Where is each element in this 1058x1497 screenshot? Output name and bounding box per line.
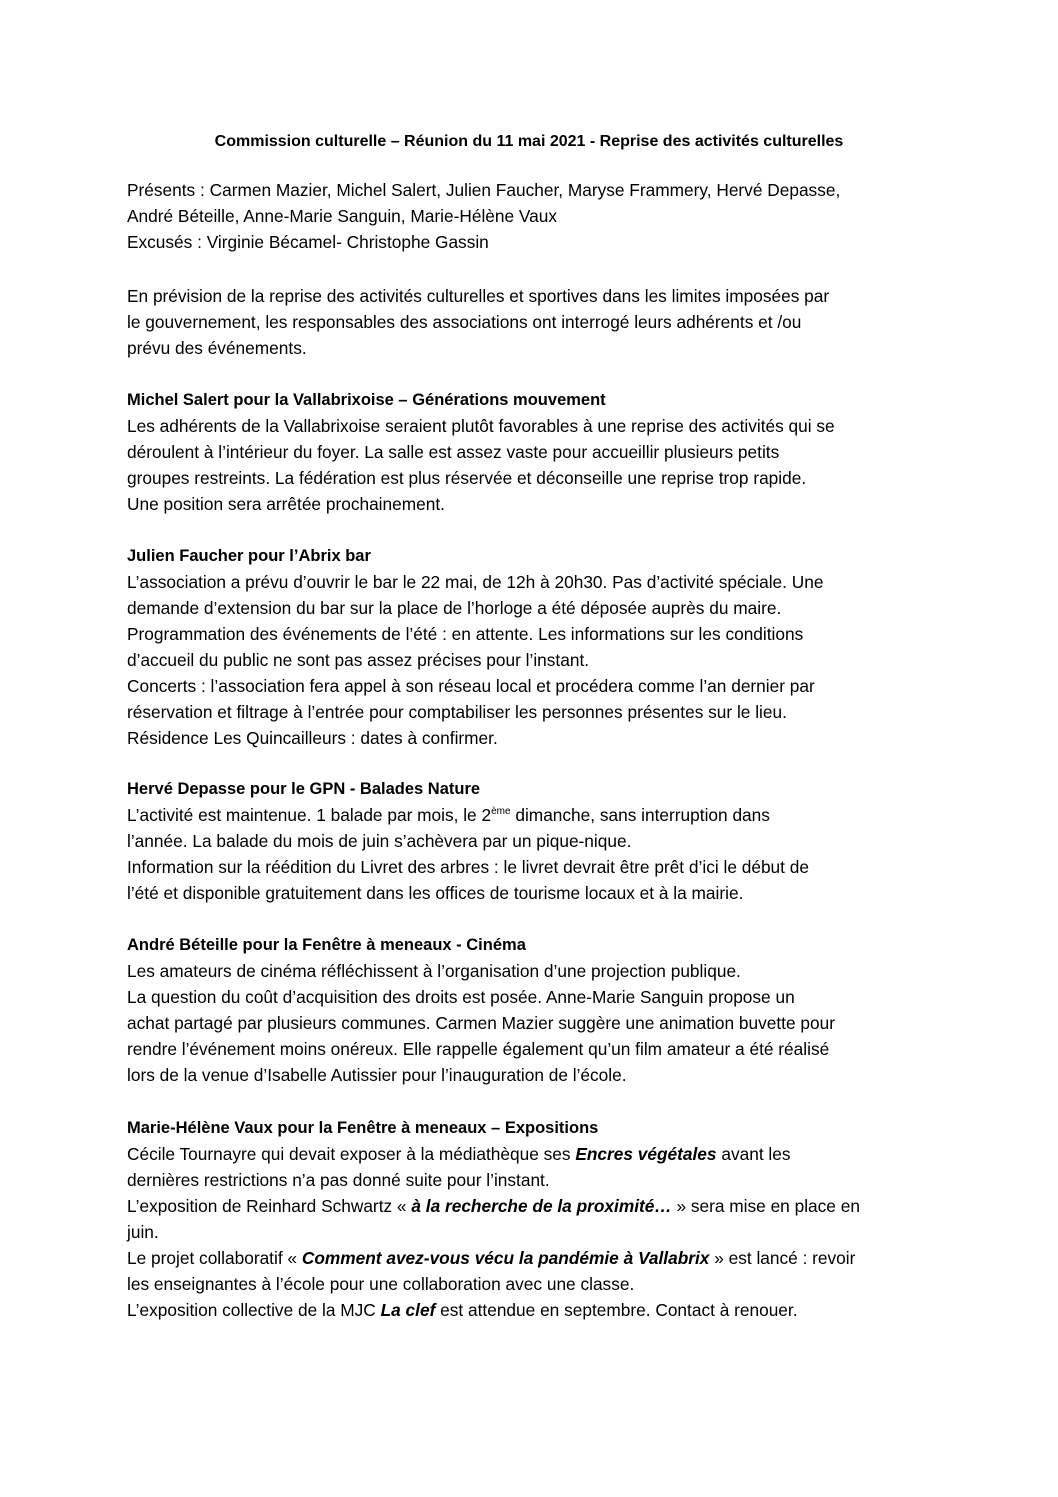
present-line: André Béteille, Anne-Marie Sanguin, Marie-Hélène Vaux xyxy=(127,206,558,226)
section-heading: Michel Salert pour la Vallabrixoise – Générations mouvement xyxy=(127,391,606,409)
section-expositions xyxy=(127,1115,942,1323)
intro-line: le gouvernement, les responsables des associations ont interrogé leurs adhérents et /ou xyxy=(127,312,802,332)
body-line: Les adhérents de la Vallabrixoise seraient plutôt favorables à une reprise des activités qui se xyxy=(127,416,835,436)
body-line: d’accueil du public ne sont pas assez précises pour l’instant. xyxy=(127,650,590,670)
page-title: Commission culturelle – Réunion du 11 mai 2021 - Reprise des activités culturelles xyxy=(214,133,844,150)
body-line: juin. xyxy=(127,1222,159,1242)
text-run: Cécile Tournayre qui devait exposer à la médiathèque ses xyxy=(127,1144,576,1164)
artwork-title: Encres végétales xyxy=(575,1144,717,1164)
body-line: Programmation des événements de l’été : en attente. Les informations sur les conditions xyxy=(127,624,804,644)
body-line: réservation et filtrage à l’entrée pour comptabiliser les personnes présentes sur le lieu. xyxy=(127,702,787,722)
section-abrix-bar xyxy=(127,543,942,751)
body-line: La question du coût d’acquisition des droits est posée. Anne-Marie Sanguin propose un xyxy=(127,987,795,1007)
text-run: dimanche, sans interruption dans xyxy=(510,805,770,825)
body-line: Information sur la réédition du Livret des arbres : le livret devrait être prêt d’ici le début de xyxy=(127,857,809,877)
text-run: L’activité est maintenue. 1 balade par mois, le 2 xyxy=(127,805,492,825)
body-line: groupes restreints. La fédération est plus réservée et déconseille une reprise trop rapide. xyxy=(127,468,807,488)
text-run: » est lancé : revoir xyxy=(709,1248,856,1268)
body-line: achat partagé par plusieurs communes. Carmen Mazier suggère une animation buvette pour xyxy=(127,1013,835,1033)
text-run: est attendue en septembre. Contact à renouer. xyxy=(435,1300,798,1320)
body-line: dernières restrictions n’a pas donné suite pour l’instant. xyxy=(127,1170,550,1190)
text-run: » sera mise en place en xyxy=(671,1196,860,1216)
intro-line: En prévision de la reprise des activités culturelles et sportives dans les limites imposées par xyxy=(127,286,830,306)
section-heading: Hervé Depasse pour le GPN - Balades Nature xyxy=(127,780,481,798)
section-heading: André Béteille pour la Fenêtre à meneaux - Cinéma xyxy=(127,936,526,954)
section-heading: Julien Faucher pour l’Abrix bar xyxy=(127,547,371,565)
body-line: rendre l’événement moins onéreux. Elle rappelle également qu’un film amateur a été réalisé xyxy=(127,1039,830,1059)
section-heading: Marie-Hélène Vaux pour la Fenêtre à meneaux – Expositions xyxy=(127,1119,599,1137)
present-line: Présents : Carmen Mazier, Michel Salert, Julien Faucher, Maryse Frammery, Hervé Depasse, xyxy=(127,180,841,200)
attendance-block xyxy=(127,177,942,255)
body-line: l’été et disponible gratuitement dans les offices de tourisme locaux et à la mairie. xyxy=(127,883,744,903)
intro-line: prévu des événements. xyxy=(127,338,307,358)
body-line: Résidence Les Quincailleurs : dates à confirmer. xyxy=(127,728,498,748)
body-line: Concerts : l’association fera appel à son réseau local et procédera comme l’an dernier par xyxy=(127,676,815,696)
text-run: L’exposition de Reinhard Schwartz « xyxy=(127,1196,412,1216)
excused-line: Excusés : Virginie Bécamel- Christophe Gassin xyxy=(127,232,489,252)
superscript: ème xyxy=(491,806,511,818)
body-line xyxy=(127,1245,942,1271)
body-line xyxy=(127,1193,942,1219)
text-run: Le projet collaboratif « xyxy=(127,1248,302,1268)
project-title: Comment avez-vous vécu la pandémie à Vallabrix xyxy=(301,1248,710,1268)
body-line: Une position sera arrêtée prochainement. xyxy=(127,494,445,514)
section-cinema xyxy=(127,932,942,1088)
body-line: L’association a prévu d’ouvrir le bar le 22 mai, de 12h à 20h30. Pas d’activité spéciale. Une xyxy=(127,572,824,592)
body-line xyxy=(127,1141,942,1167)
body-line: lors de la venue d’Isabelle Autissier pour l’inauguration de l’école. xyxy=(127,1065,627,1085)
exhibition-title: La clef xyxy=(380,1300,436,1320)
body-line xyxy=(127,1297,942,1323)
body-line: demande d’extension du bar sur la place de l’horloge a été déposée auprès du maire. xyxy=(127,598,782,618)
section-vallabrixoise xyxy=(127,387,942,517)
exhibition-title: à la recherche de la proximité… xyxy=(411,1196,672,1216)
body-line: Les amateurs de cinéma réfléchissent à l’organisation d’une projection publique. xyxy=(127,961,741,981)
body-line: les enseignantes à l’école pour une collaboration avec une classe. xyxy=(127,1274,635,1294)
text-run: L’exposition collective de la MJC xyxy=(127,1300,381,1320)
section-gpn xyxy=(127,776,942,906)
body-line: déroulent à l’intérieur du foyer. La salle est assez vaste pour accueillir plusieurs petits xyxy=(127,442,780,462)
intro-paragraph xyxy=(127,283,942,361)
body-line xyxy=(127,802,942,828)
text-run: avant les xyxy=(716,1144,791,1164)
body-line: l’année. La balade du mois de juin s’achèvera par un pique-nique. xyxy=(127,831,632,851)
